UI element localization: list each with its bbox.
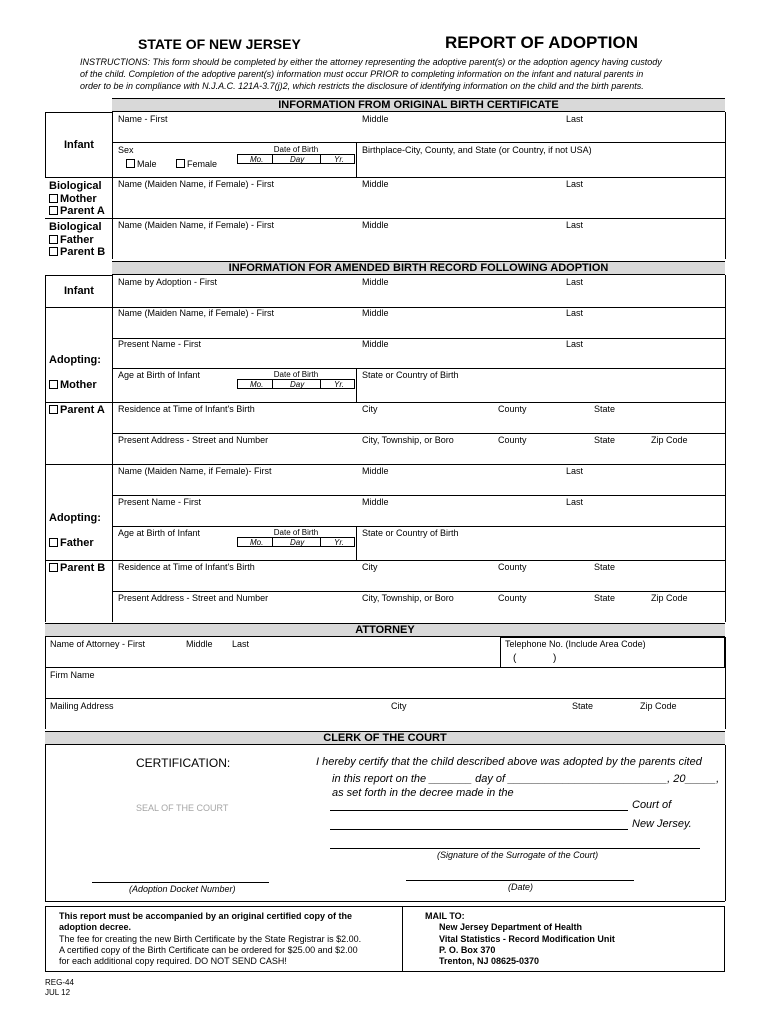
infant-dob-field[interactable] [237, 145, 355, 165]
b-residence-state-label: State [594, 562, 616, 572]
certification-label: CERTIFICATION: [136, 756, 231, 770]
fee-note-box [45, 906, 403, 972]
a-address-county-label: County [498, 435, 527, 445]
a-age-label: Age at Birth of Infant [118, 370, 201, 380]
county-court-field[interactable] [330, 815, 628, 828]
b-address-field[interactable] [118, 606, 721, 620]
a-residence-state-label: State [594, 404, 616, 414]
original-infant-label: Infant [64, 139, 94, 151]
b-residence-county-label: County [498, 562, 527, 572]
adopting-b-label: Adopting: [49, 512, 101, 524]
bio-parent-a-checkbox[interactable]: Parent A [49, 205, 105, 218]
female-checkbox[interactable] [176, 159, 217, 169]
b-address-state-label: State [594, 593, 616, 603]
fee-note-line-2: adoption decree. [59, 922, 132, 932]
adopting-a-label: Adopting: [49, 354, 101, 366]
original-section-heading: INFORMATION FROM ORIGINAL BIRTH CERTIFICATE [112, 98, 725, 112]
docket-number-label: (Adoption Docket Number) [129, 884, 236, 894]
bio-a-last-label: Last [566, 179, 584, 189]
a-age-field[interactable] [118, 383, 230, 397]
surrogate-signature-field[interactable] [330, 834, 700, 847]
birthplace-field[interactable] [362, 158, 721, 174]
b-address-city-label: City, Township, or Boro [362, 593, 454, 603]
bio-b-first-name-label: Name (Maiden Name, if Female) - First [118, 220, 275, 230]
a-state-country-field[interactable] [362, 383, 721, 397]
instructions-line-3: order to be in compliance with N.J.A.C. 121A-3.7(j)2, which restricts the disclosure of identifying information on the child and the birth parents. [80, 81, 644, 91]
a-present-last-label: Last [566, 339, 584, 349]
a-residence-county-label: County [498, 404, 527, 414]
form-title: REPORT OF ADOPTION [445, 33, 638, 52]
mail-address-line-1: New Jersey Department of Health [439, 922, 583, 932]
mailing-state-label: State [572, 701, 594, 711]
amended-section-heading: INFORMATION FOR AMENDED BIRTH RECORD FOLLOWING ADOPTION [112, 261, 725, 275]
dob-yr: Yr. [334, 155, 344, 164]
dob-mo: Mo. [250, 155, 264, 164]
fee-note-line-3: The fee for creating the new Birth Certificate by the State Registrar is $2.00. [59, 934, 362, 944]
attorney-first-label: Name of Attorney - First [50, 639, 146, 649]
a-address-state-label: State [594, 435, 616, 445]
a-present-name-field[interactable] [118, 352, 721, 366]
a-address-zip-label: Zip Code [651, 435, 688, 445]
attorney-middle-label: Middle [186, 639, 213, 649]
area-code-close: ) [553, 653, 557, 664]
b-address-county-label: County [498, 593, 527, 603]
mail-to-box [403, 906, 725, 972]
bio-father-checkbox[interactable]: Father [49, 234, 105, 247]
b-dob-field[interactable]: Date of Birth Mo. Day Yr. [237, 528, 355, 548]
telephone-label: Telephone No. (Include Area Code) [505, 639, 646, 649]
infant-first-name-label: Name - First [118, 114, 168, 124]
adopting-parent-b-checkbox[interactable]: Parent B [49, 562, 105, 574]
infant-last-label: Last [566, 114, 584, 124]
date-label: (Date) [508, 882, 534, 892]
mail-address-line-4: Trenton, NJ 08625-0370 [439, 956, 540, 966]
biological-parent-a-label: Biological Mother Parent A [49, 180, 105, 217]
b-maiden-name-label: Name (Maiden Name, if Female)- First [118, 466, 272, 476]
attorney-heading: ATTORNEY [45, 623, 725, 637]
bio-b-name-field[interactable] [118, 233, 721, 255]
bio-a-first-name-label: Name (Maiden Name, if Female) - First [118, 179, 275, 189]
infant-middle-name-field[interactable] [362, 127, 557, 141]
bio-b-middle-label: Middle [362, 220, 389, 230]
male-label: Male [137, 159, 157, 169]
bio-parent-b-checkbox[interactable]: Parent B [49, 246, 105, 259]
surrogate-signature-label: (Signature of the Surrogate of the Court) [437, 850, 599, 860]
a-address-field[interactable] [118, 448, 721, 462]
area-code-open: ( [513, 653, 517, 664]
amended-infant-label: Infant [64, 285, 94, 297]
b-age-field[interactable] [118, 541, 230, 555]
court-name-field[interactable] [330, 796, 628, 809]
adoption-first-name-label: Name by Adoption - First [118, 277, 218, 287]
mailing-city-label: City [391, 701, 407, 711]
certify-line-2: in this report on the _______ day of __________________________, 20_____, [332, 773, 720, 785]
b-address-label: Present Address - Street and Number [118, 593, 269, 603]
b-present-middle-label: Middle [362, 497, 389, 507]
adoption-last-label: Last [566, 277, 584, 287]
dob-day: Day [290, 155, 305, 164]
mailing-address-label: Mailing Address [50, 701, 114, 711]
new-jersey-label: New Jersey. [632, 818, 692, 830]
b-present-name-field[interactable] [118, 510, 721, 524]
b-residence-field[interactable] [118, 575, 721, 589]
b-state-country-label: State or Country of Birth [362, 528, 459, 538]
a-address-city-label: City, Township, or Boro [362, 435, 454, 445]
mailing-zip-label: Zip Code [640, 701, 677, 711]
female-label: Female [187, 159, 218, 169]
b-maiden-last-label: Last [566, 466, 584, 476]
mailing-address-field[interactable] [50, 713, 720, 727]
certify-line-3: as set forth in the decree made in the [332, 787, 514, 799]
fee-note-line-4: A certified copy of the Birth Certificate can be ordered for $25.00 and $2.00 [59, 945, 358, 955]
attorney-last-label: Last [232, 639, 250, 649]
form-date: JUL 12 [45, 988, 71, 997]
b-present-name-label: Present Name - First [118, 497, 202, 507]
adoption-middle-label: Middle [362, 277, 389, 287]
male-checkbox[interactable] [126, 159, 157, 169]
a-dob-field[interactable]: Date of Birth Mo. Day Yr. [237, 370, 355, 390]
firm-name-field[interactable] [50, 682, 720, 696]
a-residence-label: Residence at Time of Infant's Birth [118, 404, 255, 414]
bio-a-middle-label: Middle [362, 179, 389, 189]
a-address-label: Present Address - Street and Number [118, 435, 269, 445]
b-age-label: Age at Birth of Infant [118, 528, 201, 538]
b-address-zip-label: Zip Code [651, 593, 688, 603]
certify-line-1: I hereby certify that the child described above was adopted by the parents cited [316, 756, 702, 768]
fee-note-line-5: for each additional copy required. DO NOT SEND CASH! [59, 956, 287, 966]
a-residence-field[interactable] [118, 417, 721, 431]
infant-last-name-field[interactable] [566, 127, 721, 141]
b-state-country-field[interactable] [362, 541, 721, 555]
sex-label: Sex [118, 145, 134, 155]
birthplace-label: Birthplace-City, County, and State (or Country, if not USA) [362, 145, 592, 155]
adoption-name-field[interactable] [118, 290, 721, 304]
a-present-name-label: Present Name - First [118, 339, 202, 349]
fee-note-line-1: This report must be accompanied by an original certified copy of the [59, 911, 353, 921]
date-field[interactable] [406, 866, 634, 879]
clerk-heading: CLERK OF THE COURT [45, 731, 725, 745]
b-present-last-label: Last [566, 497, 584, 507]
attorney-name-field[interactable] [50, 652, 490, 666]
a-maiden-middle-label: Middle [362, 308, 389, 318]
firm-name-label: Firm Name [50, 670, 95, 680]
infant-first-name-field[interactable] [118, 127, 354, 141]
mail-to-label: MAIL TO: [425, 911, 465, 921]
state-title: STATE OF NEW JERSEY [138, 36, 301, 52]
bio-mother-checkbox[interactable]: Mother [49, 193, 105, 206]
bio-b-last-label: Last [566, 220, 584, 230]
telephone-field[interactable] [500, 637, 725, 668]
bio-a-name-field[interactable] [118, 192, 721, 214]
docket-number-field[interactable] [92, 868, 269, 881]
a-maiden-name-label: Name (Maiden Name, if Female) - First [118, 308, 275, 318]
b-maiden-name-field[interactable] [118, 479, 721, 493]
infant-middle-label: Middle [362, 114, 389, 124]
seal-of-court: SEAL OF THE COURT [136, 803, 229, 813]
adopting-father-checkbox[interactable]: Father [49, 537, 94, 549]
a-maiden-name-field[interactable] [118, 320, 721, 336]
instructions-line-1: INSTRUCTIONS: This form should be completed by either the attorney representing the adoptive parent(s) or the adoption agency having custody [80, 57, 662, 67]
b-residence-city-label: City [362, 562, 378, 572]
a-maiden-last-label: Last [566, 308, 584, 318]
form-id: REG-44 [45, 978, 74, 987]
mail-address-line-2: Vital Statistics - Record Modification Unit [439, 934, 615, 944]
court-of-label: Court of [632, 799, 672, 811]
biological-parent-b-label: Biological Father Parent B [49, 221, 106, 258]
b-maiden-middle-label: Middle [362, 466, 389, 476]
a-present-middle-label: Middle [362, 339, 389, 349]
adopting-parent-a-checkbox[interactable]: Parent A [49, 404, 105, 416]
adopting-mother-checkbox[interactable]: Mother [49, 379, 97, 391]
mail-address-line-3: P. O. Box 370 [439, 945, 496, 955]
b-residence-label: Residence at Time of Infant's Birth [118, 562, 255, 572]
a-state-country-label: State or Country of Birth [362, 370, 459, 380]
a-residence-city-label: City [362, 404, 378, 414]
dob-label: Date of Birth [273, 145, 319, 154]
instructions-line-2: of the child. Completion of the adoptive parent(s) information must occur PRIOR to completing information on the infant and natural parents in [80, 69, 644, 79]
